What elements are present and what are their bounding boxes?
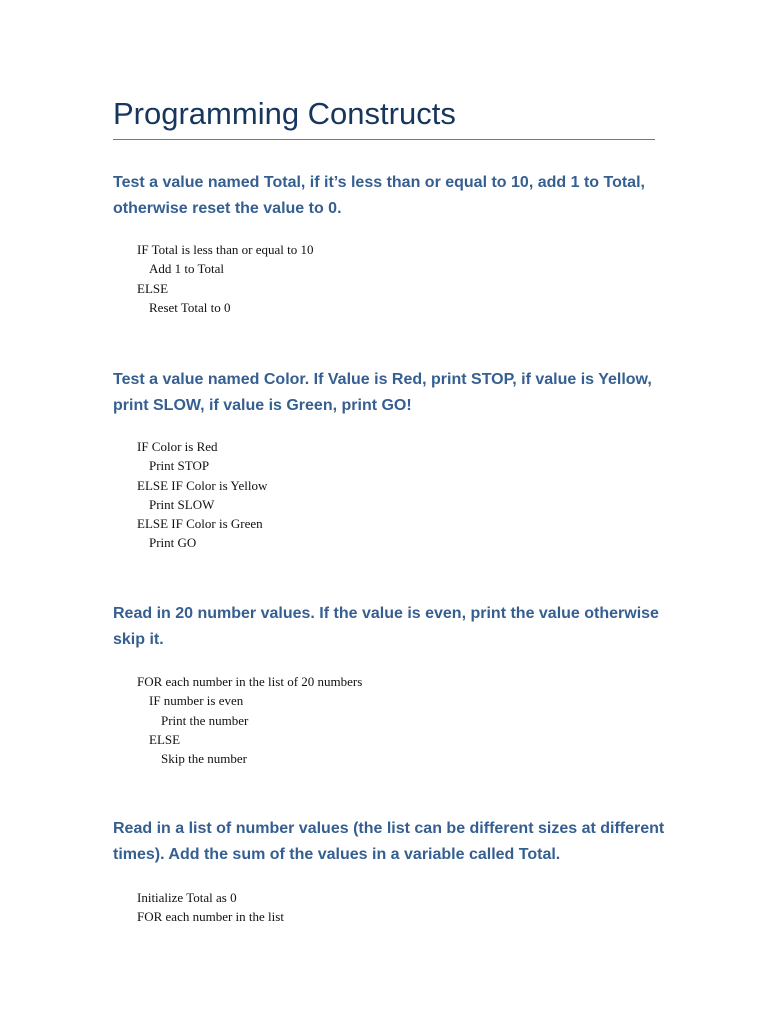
section-3-heading-line-2: skip it. <box>113 631 164 648</box>
code-line: FOR each number in the list <box>137 909 284 925</box>
code-line: ELSE IF Color is Green <box>137 516 263 532</box>
code-line: Print GO <box>149 535 197 551</box>
code-line: ELSE <box>149 731 181 747</box>
section-3-heading <box>113 601 673 653</box>
code-line: ELSE IF Color is Yellow <box>137 477 268 493</box>
title-underline <box>113 139 655 140</box>
code-line: Print SLOW <box>149 496 215 512</box>
section-3-heading-line-1: Read in 20 number values. If the value is even, print the value otherwise <box>113 605 659 622</box>
section-1-heading-line-2: otherwise reset the value to 0. <box>113 200 342 217</box>
code-line: Print STOP <box>149 458 210 474</box>
code-line: FOR each number in the list of 20 numbers <box>137 674 363 689</box>
code-line: Reset Total to 0 <box>149 299 231 315</box>
section-3-pseudocode <box>137 672 362 768</box>
code-line: IF Color is Red <box>137 439 218 454</box>
code-line: Add 1 to Total <box>149 261 225 277</box>
code-line: ELSE <box>137 280 169 296</box>
section-4-pseudocode <box>137 888 284 927</box>
section-2-heading-line-1: Test a value named Color. If Value is Red, print STOP, if value is Yellow, <box>113 371 652 388</box>
code-line: Print the number <box>161 712 249 728</box>
section-1-heading <box>113 170 673 222</box>
code-line: Skip the number <box>161 751 247 767</box>
page-title: Programming Constructs <box>113 96 456 131</box>
section-4-heading-line-1: Read in a list of number values (the list can be different sizes at different <box>113 820 665 837</box>
section-2-heading-line-2: print SLOW, if value is Green, print GO! <box>113 397 412 414</box>
section-2-pseudocode <box>137 437 267 553</box>
section-2-heading <box>113 367 673 419</box>
section-4-heading <box>113 816 673 868</box>
section-1-pseudocode <box>137 240 314 317</box>
code-line: IF number is even <box>149 693 244 709</box>
section-4-heading-line-2: times). Add the sum of the values in a variable called Total. <box>113 846 561 863</box>
code-line: Initialize Total as 0 <box>137 890 237 905</box>
section-1-heading-line-1: Test a value named Total, if it’s less than or equal to 10, add 1 to Total, <box>113 174 645 191</box>
code-line: IF Total is less than or equal to 10 <box>137 242 314 257</box>
